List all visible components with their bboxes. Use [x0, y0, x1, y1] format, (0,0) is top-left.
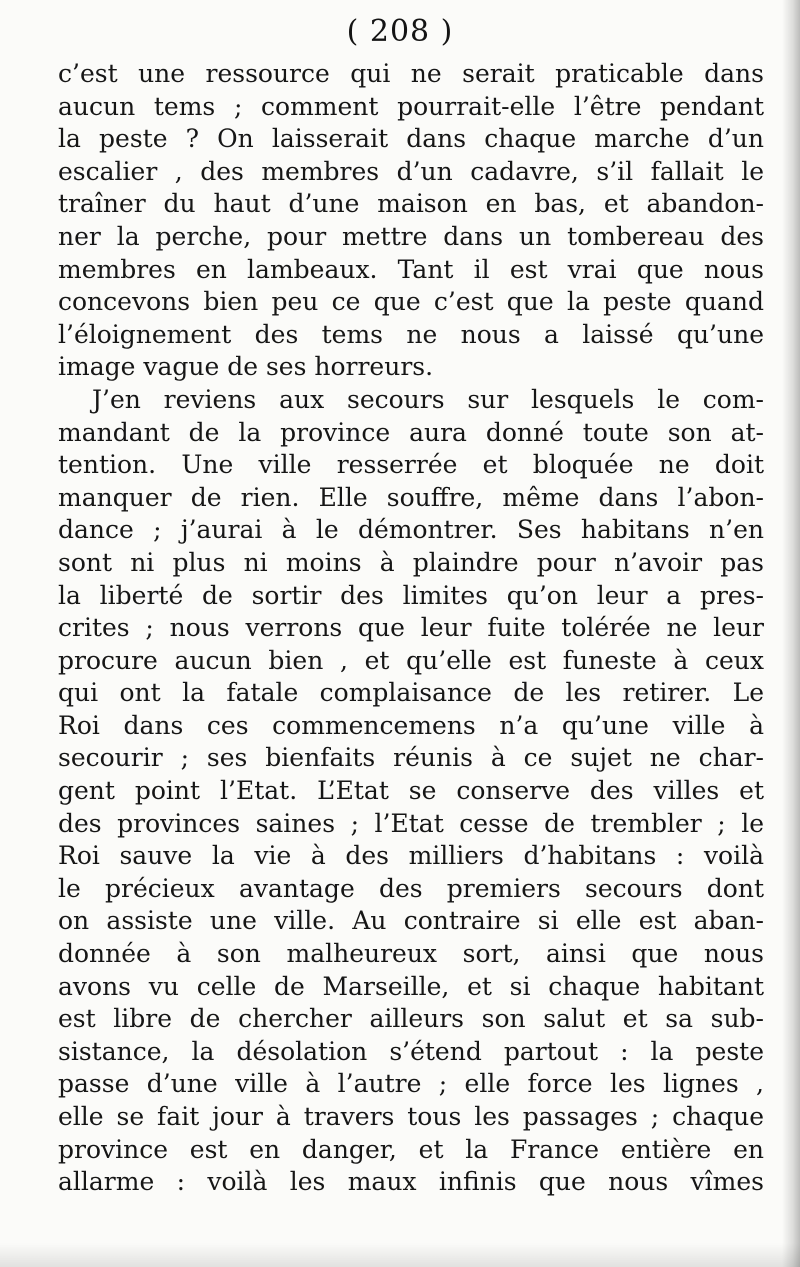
text-line: sont ni plus ni moins à plaindre pour n’avoir pas: [58, 547, 764, 577]
text-line: crites ; nous verrons que leur fuite tolérée ne leur: [58, 613, 764, 643]
text-line: membres en lambeaux. Tant il est vrai que nous: [58, 254, 764, 284]
text-line: tention. Une ville resserrée et bloquée ne doit: [58, 450, 764, 480]
text-line: procure aucun bien , et qu’elle est funeste à ceux: [58, 645, 764, 675]
text-line: traîner du haut d’une maison en bas, et abandon-: [58, 189, 764, 219]
text-line: escalier , des membres d’un cadavre, s’il fallait le: [58, 156, 764, 186]
text-line: donnée à son malheureux sort, ainsi que nous: [58, 939, 764, 969]
page-bottom-shadow: [0, 1243, 800, 1267]
text-line: qui ont la fatale complaisance de les retirer. Le: [58, 678, 764, 708]
text-line: province est en danger, et la France entière en: [58, 1134, 764, 1164]
text-line: le précieux avantage des premiers secours dont: [58, 873, 764, 903]
page-edge-shadow: [782, 0, 800, 1267]
paragraph: [58, 384, 764, 1199]
text-line: avons vu celle de Marseille, et si chaque habitant: [58, 971, 764, 1001]
text-line: gent point l’Etat. L’Etat se conserve des villes et: [58, 776, 764, 806]
text-line: on assiste une ville. Au contraire si elle est aban-: [58, 906, 764, 936]
text-line: allarme : voilà les maux infinis que nous vîmes: [58, 1167, 764, 1197]
text-line: dance ; j’aurai à le démontrer. Ses habitans n’en: [58, 515, 764, 545]
text-line: image vague de ses horreurs.: [58, 352, 434, 382]
text-line: aucun tems ; comment pourrait-elle l’être pendant: [58, 91, 764, 121]
text-line: la peste ? On laisserait dans chaque marche d’un: [58, 124, 764, 154]
page-number: ( 208 ): [346, 14, 454, 49]
paragraph: [58, 58, 764, 384]
text-line: c’est une ressource qui ne serait praticable dans: [58, 59, 764, 88]
text-line: elle se fait jour à travers tous les passages ; chaque: [58, 1102, 764, 1131]
text-line: ner la perche, pour mettre dans un tombereau des: [58, 221, 764, 251]
text-line: des provinces saines ; l’Etat cesse de trembler ; le: [58, 808, 764, 838]
text-line: mandant de la province aura donné toute son at-: [58, 417, 764, 447]
text-line: concevons bien peu ce que c’est que la peste quand: [58, 287, 764, 317]
body-text: [58, 58, 764, 1199]
text-line: Roi dans ces commencemens n’a qu’une ville à: [58, 710, 764, 740]
text-line: Roi sauve la vie à des milliers d’habitans : voilà: [58, 841, 764, 871]
text-line: secourir ; ses bienfaits réunis à ce sujet ne char-: [58, 743, 764, 773]
text-line: l’éloignement des tems ne nous a laissé qu’une: [58, 319, 764, 349]
text-line: sistance, la désolation s’étend partout : la peste: [58, 1036, 764, 1066]
text-line: est libre de chercher ailleurs son salut et sa sub-: [58, 1004, 764, 1034]
text-line: passe d’une ville à l’autre ; elle force les lignes ,: [58, 1069, 764, 1099]
text-line: manquer de rien. Elle souffre, même dans l’abon-: [58, 482, 764, 512]
text-line: la liberté de sortir des limites qu’on leur a pres-: [58, 580, 764, 610]
text-line: J’en reviens aux secours sur lesquels le com-: [92, 384, 764, 414]
